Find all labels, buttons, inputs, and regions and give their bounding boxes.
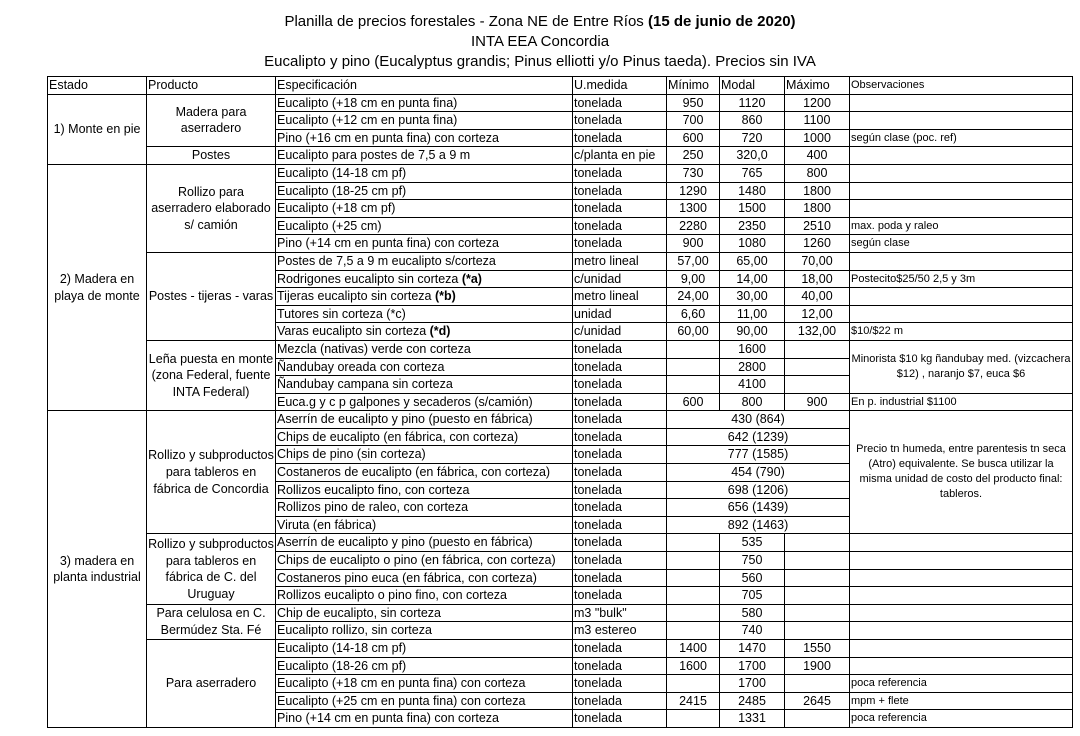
modal-cell: 535 [720,534,785,552]
min-cell [667,622,720,640]
unit-cell: tonelada [573,129,667,147]
unit-cell: m3 estereo [573,622,667,640]
obs-cell [850,657,1073,675]
spec-cell: Pino (+14 cm en punta fina) con corteza [276,710,573,728]
obs-cell: $10/$22 m [850,323,1073,341]
unit-cell: m3 "bulk" [573,604,667,622]
unit-cell: tonelada [573,340,667,358]
spec-cell: Eucalipto (+18 cm en punta fina) con corteza [276,675,573,693]
modal-cell: 65,00 [720,252,785,270]
modal-cell: 642 (1239) [667,428,850,446]
unit-cell: metro lineal [573,288,667,306]
obs-cell [850,147,1073,165]
spec-cell: Ñandubay oreada con corteza [276,358,573,376]
max-cell: 1260 [785,235,850,253]
max-cell: 70,00 [785,252,850,270]
unit-cell: tonelada [573,94,667,112]
producto-cell: Madera para aserradero [147,94,276,147]
unit-cell: tonelada [573,569,667,587]
max-cell: 132,00 [785,323,850,341]
col-header: Modal [720,77,785,95]
table-row [48,164,1073,182]
spec-cell: Costaneros de eucalipto (en fábrica, con corteza) [276,464,573,482]
min-cell [667,552,720,570]
col-header: Máximo [785,77,850,95]
spec-cell: Aserrín de eucalipto y pino (puesto en fábrica) [276,411,573,429]
max-cell [785,587,850,605]
unit-cell: tonelada [573,376,667,394]
spec-cell: Chips de eucalipto (en fábrica, con corteza) [276,428,573,446]
max-cell: 1800 [785,182,850,200]
spec-cell: Viruta (en fábrica) [276,516,573,534]
min-cell [667,340,720,358]
obs-cell: Postecito$25/50 2,5 y 3m [850,270,1073,288]
modal-cell: 1120 [720,94,785,112]
col-header: Estado [48,77,147,95]
min-cell [667,604,720,622]
max-cell: 12,00 [785,305,850,323]
min-cell: 730 [667,164,720,182]
max-cell [785,552,850,570]
modal-cell: 720 [720,129,785,147]
spec-cell: Postes de 7,5 a 9 m eucalipto s/corteza [276,252,573,270]
min-cell: 600 [667,129,720,147]
modal-cell: 454 (790) [667,464,850,482]
min-cell: 24,00 [667,288,720,306]
spec-cell: Aserrín de eucalipto y pino (puesto en fábrica) [276,534,573,552]
producto-cell: Postes [147,147,276,165]
title-date: (15 de junio de 2020) [647,13,796,30]
spec-cell: Eucalipto (+18 cm pf) [276,200,573,218]
min-cell [667,534,720,552]
spec-cell: Eucalipto (+25 cm en punta fina) con corteza [276,692,573,710]
unit-cell: tonelada [573,393,667,411]
modal-cell: 860 [720,112,785,130]
min-cell [667,358,720,376]
max-cell: 1900 [785,657,850,675]
unit-cell: tonelada [573,411,667,429]
min-cell: 1300 [667,200,720,218]
spec-cell [276,323,573,341]
table-header-row [48,77,1073,95]
obs-cell [850,182,1073,200]
min-cell: 250 [667,147,720,165]
unit-cell: tonelada [573,534,667,552]
modal-cell: 1080 [720,235,785,253]
modal-cell: 656 (1439) [667,499,850,517]
modal-cell: 705 [720,587,785,605]
modal-cell: 1700 [720,657,785,675]
obs-cell [850,288,1073,306]
max-cell: 1550 [785,640,850,658]
spec-cell: Eucalipto (+12 cm en punta fina) [276,112,573,130]
spec-cell: Eucalipto (+18 cm en punta fina) [276,94,573,112]
modal-cell: 90,00 [720,323,785,341]
obs-cell: Minorista $10 kg ñandubay med. (vizcachera $12) , naranjo $7, euca $6 [850,340,1073,393]
obs-cell [850,164,1073,182]
max-cell: 2510 [785,217,850,235]
obs-cell [850,604,1073,622]
modal-cell: 2350 [720,217,785,235]
obs-cell [850,252,1073,270]
max-cell: 18,00 [785,270,850,288]
table-row [48,640,1073,658]
obs-cell: Precio tn humeda, entre parentesis tn seca (Atro) equivalente. Se busca utilizar la misma unidad de costo del producto final: tableros. [850,411,1073,534]
table-row [48,94,1073,112]
modal-cell: 560 [720,569,785,587]
spec-text: Rodrigones eucalipto sin corteza [277,271,462,286]
min-cell [667,569,720,587]
min-cell [667,710,720,728]
producto-cell: Rollizo y subproductos para tableros en fábrica de C. del Uruguay [147,534,276,604]
unit-cell: tonelada [573,235,667,253]
unit-cell: tonelada [573,446,667,464]
modal-cell: 4100 [720,376,785,394]
spec-cell: Eucalipto (18-25 cm pf) [276,182,573,200]
unit-cell: tonelada [573,657,667,675]
page-title [0,12,1080,32]
modal-cell: 1331 [720,710,785,728]
obs-cell [850,94,1073,112]
modal-cell: 580 [720,604,785,622]
obs-cell [850,640,1073,658]
unit-cell: tonelada [573,112,667,130]
spec-cell: Costaneros pino euca (en fábrica, con corteza) [276,569,573,587]
unit-cell: tonelada [573,675,667,693]
estado-cell: 2) Madera en playa de monte [48,164,147,410]
col-header: Observaciones [850,77,1073,95]
min-cell: 2415 [667,692,720,710]
spec-cell: Tutores sin corteza (*c) [276,305,573,323]
obs-cell [850,552,1073,570]
max-cell: 40,00 [785,288,850,306]
table-row [48,252,1073,270]
spec-cell: Mezcla (nativas) verde con corteza [276,340,573,358]
modal-cell: 740 [720,622,785,640]
unit-cell: tonelada [573,516,667,534]
unit-cell: tonelada [573,640,667,658]
spec-cell: Chips de eucalipto o pino (en fábrica, con corteza) [276,552,573,570]
producto-cell: Para celulosa en C. Bermúdez Sta. Fé [147,604,276,639]
obs-cell: poca referencia [850,710,1073,728]
min-cell: 700 [667,112,720,130]
species-line: Eucalipto y pino (Eucalyptus grandis; Pinus elliotti y/o Pinus taeda). Precios sin IVA [264,53,816,70]
spec-cell: Eucalipto (14-18 cm pf) [276,164,573,182]
table-row [48,147,1073,165]
spec-cell: Ñandubay campana sin corteza [276,376,573,394]
unit-cell: tonelada [573,464,667,482]
modal-cell: 1700 [720,675,785,693]
spec-cell [276,270,573,288]
spec-cell: Chips de pino (sin corteza) [276,446,573,464]
min-cell: 6,60 [667,305,720,323]
col-header: Producto [147,77,276,95]
max-cell [785,358,850,376]
obs-cell [850,622,1073,640]
unit-cell: tonelada [573,692,667,710]
unit-cell: tonelada [573,499,667,517]
unit-cell: tonelada [573,481,667,499]
min-cell: 600 [667,393,720,411]
spec-cell: Rollizos eucalipto fino, con corteza [276,481,573,499]
modal-cell: 892 (1463) [667,516,850,534]
max-cell: 900 [785,393,850,411]
unit-cell: tonelada [573,552,667,570]
modal-cell: 1470 [720,640,785,658]
spec-cell: Rollizos pino de raleo, con corteza [276,499,573,517]
unit-cell: tonelada [573,200,667,218]
min-cell: 2280 [667,217,720,235]
spec-cell: Euca.g y c p galpones y secaderos (s/camión) [276,393,573,411]
col-header: Especificación [276,77,573,95]
obs-cell [850,305,1073,323]
unit-cell: tonelada [573,217,667,235]
modal-cell: 1480 [720,182,785,200]
spec-cell [276,288,573,306]
unit-cell: unidad [573,305,667,323]
min-cell: 1290 [667,182,720,200]
obs-cell [850,200,1073,218]
unit-cell: c/unidad [573,270,667,288]
spec-cell: Eucalipto (14-18 cm pf) [276,640,573,658]
unit-cell: tonelada [573,587,667,605]
spec-note: (*a) [461,271,482,286]
unit-cell: c/unidad [573,323,667,341]
modal-cell: 320,0 [720,147,785,165]
max-cell [785,622,850,640]
max-cell: 1100 [785,112,850,130]
obs-cell [850,569,1073,587]
modal-cell: 765 [720,164,785,182]
unit-cell: tonelada [573,710,667,728]
max-cell [785,376,850,394]
min-cell: 900 [667,235,720,253]
max-cell [785,604,850,622]
price-table [47,76,1073,728]
modal-cell: 698 (1206) [667,481,850,499]
spec-cell: Eucalipto (18-26 cm pf) [276,657,573,675]
unit-cell: tonelada [573,358,667,376]
unit-cell: metro lineal [573,252,667,270]
modal-cell: 2485 [720,692,785,710]
max-cell [785,569,850,587]
min-cell [667,587,720,605]
min-cell: 9,00 [667,270,720,288]
max-cell: 1000 [785,129,850,147]
unit-cell: tonelada [573,428,667,446]
obs-cell [850,587,1073,605]
title-text: Planilla de precios forestales - Zona NE de Entre Ríos [284,13,644,30]
table-row [48,534,1073,552]
col-header: Mínimo [667,77,720,95]
min-cell: 1600 [667,657,720,675]
table-row [48,604,1073,622]
modal-cell: 2800 [720,358,785,376]
page-subtitle: INTA EEA Concordia [470,33,610,50]
modal-cell: 11,00 [720,305,785,323]
spec-text: Varas eucalipto sin corteza [277,324,430,339]
producto-cell: Para aserradero [147,640,276,728]
obs-cell: mpm + flete [850,692,1073,710]
max-cell: 400 [785,147,850,165]
producto-cell: Rollizo para aserradero elaborado s/ camión [147,164,276,252]
spec-note: (*b) [434,289,456,304]
unit-cell: c/planta en pie [573,147,667,165]
max-cell: 1200 [785,94,850,112]
obs-cell: según clase (poc. ref) [850,129,1073,147]
spec-cell: Rollizos eucalipto o pino fino, con corteza [276,587,573,605]
unit-cell: tonelada [573,164,667,182]
max-cell: 2645 [785,692,850,710]
modal-cell: 430 (864) [667,411,850,429]
producto-cell: Leña puesta en monte (zona Federal, fuente INTA Federal) [147,340,276,410]
spec-cell: Eucalipto para postes de 7,5 a 9 m [276,147,573,165]
modal-cell: 800 [720,393,785,411]
min-cell [667,376,720,394]
spec-text: Tijeras eucalipto sin corteza [277,289,435,304]
obs-cell [850,112,1073,130]
producto-cell: Rollizo y subproductos para tableros en fábrica de Concordia [147,411,276,534]
spec-cell: Eucalipto (+25 cm) [276,217,573,235]
max-cell [785,710,850,728]
spec-cell: Eucalipto rollizo, sin corteza [276,622,573,640]
obs-cell: según clase [850,235,1073,253]
obs-cell: En p. industrial $1100 [850,393,1073,411]
spec-cell: Chip de eucalipto, sin corteza [276,604,573,622]
max-cell [785,534,850,552]
modal-cell: 1500 [720,200,785,218]
max-cell [785,340,850,358]
modal-cell: 1600 [720,340,785,358]
min-cell: 950 [667,94,720,112]
table-row [48,411,1073,429]
modal-cell: 777 (1585) [667,446,850,464]
spec-cell: Pino (+14 cm en punta fina) con corteza [276,235,573,253]
max-cell: 800 [785,164,850,182]
producto-cell: Postes - tijeras - varas [147,252,276,340]
estado-cell: 1) Monte en pie [48,94,147,164]
obs-cell: poca referencia [850,675,1073,693]
max-cell [785,675,850,693]
modal-cell: 750 [720,552,785,570]
spec-cell: Pino (+16 cm en punta fina) con corteza [276,129,573,147]
unit-cell: tonelada [573,182,667,200]
min-cell: 1400 [667,640,720,658]
min-cell [667,675,720,693]
max-cell: 1800 [785,200,850,218]
modal-cell: 14,00 [720,270,785,288]
modal-cell: 30,00 [720,288,785,306]
spec-note: (*d) [429,324,451,339]
estado-cell: 3) madera en planta industrial [48,411,147,728]
min-cell: 60,00 [667,323,720,341]
col-header: U.medida [573,77,667,95]
table-row [48,340,1073,358]
min-cell: 57,00 [667,252,720,270]
obs-cell [850,534,1073,552]
obs-cell: max. poda y raleo [850,217,1073,235]
